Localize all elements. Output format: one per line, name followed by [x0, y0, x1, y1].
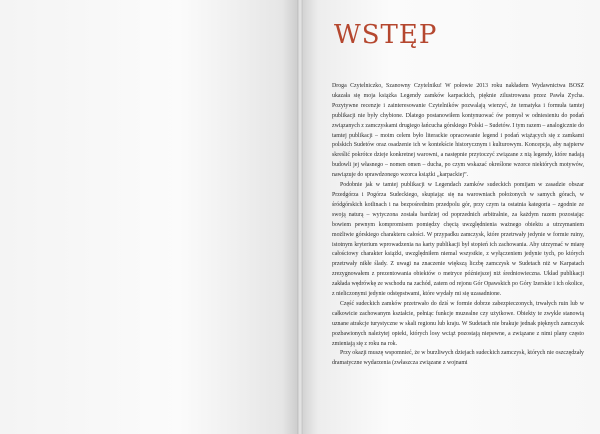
paragraph-3: Część sudeckich zamków przetrwało do dziś w formie dobrze zabezpieczonych, trwałych ruin lub w całkowicie zachowanym kształcie, pełniąc funkcje muzealne czy użytkowe. Obiekty te zwykle stanowią uznane atrakcje turystyczne w skali regionu lub kraju. W Sudetach nie brakuje jednak pięknych zamczysk pozbawionych należytej opieki, których losy wciąż pozostają niepewne, a związane z nimi plany często zmieniają się z roku na rok.	[332, 300, 584, 347]
paragraph-2: Podobnie jak w tamtej publikacji w Legendach zamków sudeckich pomijam w zasadzie obszar Przedgórza i Pogórza Sudeckiego, skupiając się na warowniach położonych w samych górach, w śródgórskich kotlinach i na bezpośrednim przedpolu gór, przy czym ta ostatnia kategoria – zgodnie ze swoją naturą – wytyczona została bardziej od poprzednich arbitralnie, za każdym razem pozostając bowiem pewnym kompromisem pomiędzy chęcią uwzględnienia ważnego obiektu a utrzymaniem możliwie górskiego charakteru całości. W przypadku zamczysk, które przetrwały jedynie w formie ruiny, istotnym kryterium wprowadzenia na karty publikacji był stopień ich zachowania. Aby utrzymać w miarę całościowy charakter książki, uwzględniłem niemal wszystkie, z wyłączeniem jedynie tych, po których przetrwały nikłe ślady. Z uwagi na znaczenie większą liczbę zamczysk w Sudetach niż w Karpatach zrezygnowałem z prezentowania obiektów o metryce późniejszej niż średniowieczna. Układ publikacji zakłada wędrówkę ze wschodu na zachód, zatem od rejonu Gór Opawskich po Góry Izerskie i ich okolice, z nieliczonymi jedynie odstępstwami, które wydały mi się uzasadnione.	[332, 182, 584, 298]
page-content	[332, 20, 584, 369]
chapter-title: WSTĘP	[334, 20, 438, 50]
body-text	[332, 82, 584, 369]
book-gutter	[297, 0, 303, 434]
paragraph-4: Przy okazji muszę wspomnieć, że w burzliwych dziejach sudeckich zamczysk, których nie oszczędzały dramatyczne wydarzenia (zwłaszcza związane z wojnami	[332, 350, 584, 367]
paragraph-1: Droga Czytelniczko, Szanowny Czytelniku! W połowie 2013 roku nakładem Wydawnictwa BOSZ ukazała się moja książka Legendy zamków karpackich, pięknie zilustrowana przez Pawła Zycha. Pozytywne recenzje i zainteresowanie Czytelników pozwalają wierzyć, że tematyka i formuła tamtej publikacji nie były chybione. Dlatego postanowiłem kontynuować ów pomysł w odniesieniu do podań związanych z zamczyskami drugiego łańcucha górskiego Polski – Sudetów. I tym razem – analogicznie do tamtej publikacji – moim celem było literackie opracowanie legend i podań wiążących się z zamkami polskich Sudetów oraz osadzenie ich w kontekście historycznym i kulturowym. Koncepcja, aby najpierw skreślić pokrótce dzieje konkretnej warowni, a następnie przytoczyć związane z nią legendy, które nadają budowli jej własnego – nomen omen – ducha, po czym wskazać określone wzorce niektórych motywów, nawiązuje do sprawdzonego wzorca książki „karpackiej”.	[332, 83, 584, 179]
